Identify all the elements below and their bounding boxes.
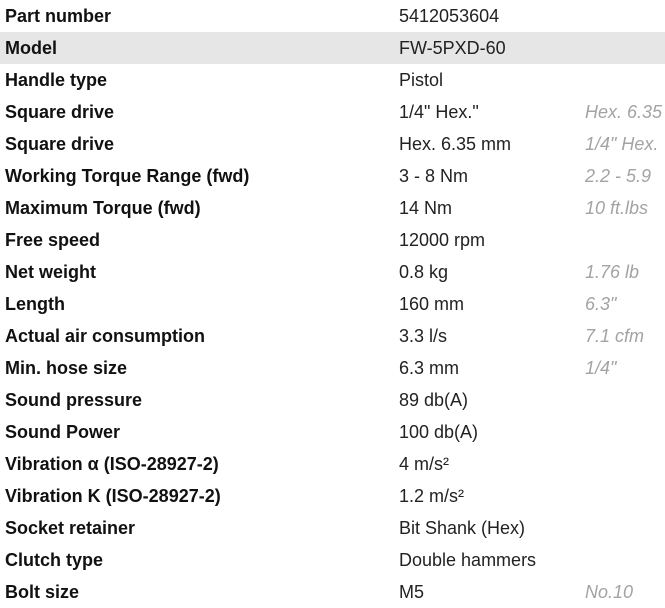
spec-label: Square drive: [5, 134, 115, 154]
spec-row-clutch-type: [0, 544, 665, 576]
spec-value: 6.3 mm: [399, 358, 460, 378]
spec-row-square-drive: [0, 96, 665, 128]
spec-value: 89 db(A): [399, 390, 469, 410]
spec-row-bolt-size: [0, 576, 665, 608]
spec-value: 4 m/s²: [399, 454, 450, 474]
spec-value: 160 mm: [399, 294, 465, 314]
spec-label: Actual air consumption: [5, 326, 206, 346]
spec-value: Bit Shank (Hex): [399, 518, 526, 538]
spec-alt-value: [585, 512, 665, 544]
spec-alt-value: No.10: [585, 582, 634, 602]
spec-row-square-drive-metric: [0, 128, 665, 160]
spec-value: 1/4" Hex.": [399, 102, 479, 122]
spec-label: Bolt size: [5, 582, 80, 602]
spec-label: Working Torque Range (fwd): [5, 166, 250, 186]
spec-value: 1.2 m/s²: [399, 486, 465, 506]
spec-alt-value: 2.2 - 5.9: [585, 166, 652, 186]
spec-value: FW-5PXD-60: [399, 38, 506, 58]
spec-label: Socket retainer: [5, 518, 136, 538]
spec-alt-value: [585, 480, 665, 512]
spec-value: 14 Nm: [399, 198, 453, 218]
spec-label: Handle type: [5, 70, 108, 90]
spec-row-working-torque-range: [0, 160, 665, 192]
spec-label: Sound Power: [5, 422, 121, 442]
spec-row-model: [0, 32, 665, 64]
spec-row-socket-retainer: [0, 512, 665, 544]
spec-alt-value: [585, 32, 665, 64]
spec-alt-value: 7.1 cfm: [585, 326, 645, 346]
spec-value: 12000 rpm: [399, 230, 486, 250]
spec-row-vibration-alpha: [0, 448, 665, 480]
spec-row-sound-pressure: [0, 384, 665, 416]
spec-value: M5: [399, 582, 425, 602]
spec-value: Hex. 6.35 mm: [399, 134, 512, 154]
spec-alt-value: [585, 224, 665, 256]
spec-row-air-consumption: [0, 320, 665, 352]
spec-value: 5412053604: [399, 6, 500, 26]
spec-alt-value: [585, 544, 665, 576]
spec-row-length: [0, 288, 665, 320]
spec-alt-value: [585, 64, 665, 96]
spec-label: Vibration K (ISO-28927-2): [5, 486, 221, 506]
spec-row-net-weight: [0, 256, 665, 288]
spec-label: Vibration α (ISO-28927-2): [5, 454, 219, 474]
spec-row-free-speed: [0, 224, 665, 256]
spec-value: 0.8 kg: [399, 262, 449, 282]
spec-value: 100 db(A): [399, 422, 479, 442]
spec-label: Min. hose size: [5, 358, 128, 378]
spec-label: Clutch type: [5, 550, 104, 570]
spec-row-handle-type: [0, 64, 665, 96]
spec-label: Maximum Torque (fwd): [5, 198, 201, 218]
spec-alt-value: [585, 384, 665, 416]
spec-label: Model: [5, 38, 57, 58]
spec-alt-value: [585, 0, 665, 32]
spec-value: 3.3 l/s: [399, 326, 448, 346]
spec-value: Double hammers: [399, 550, 537, 570]
spec-row-vibration-k: [0, 480, 665, 512]
spec-alt-value: 1.76 lb: [585, 262, 640, 282]
spec-label: Square drive: [5, 102, 115, 122]
spec-label: Free speed: [5, 230, 101, 250]
spec-value: Pistol: [399, 70, 444, 90]
spec-alt-value: 1/4": [585, 358, 617, 378]
spec-row-part-number: [0, 0, 665, 32]
spec-alt-value: 1/4" Hex.: [585, 134, 659, 154]
spec-alt-value: [585, 416, 665, 448]
spec-label: Part number: [5, 6, 112, 26]
spec-row-sound-power: [0, 416, 665, 448]
spec-label: Length: [5, 294, 65, 314]
spec-alt-value: [585, 448, 665, 480]
spec-value: 3 - 8 Nm: [399, 166, 469, 186]
spec-alt-value: 10 ft.lbs: [585, 198, 649, 218]
spec-label: Sound pressure: [5, 390, 143, 410]
spec-alt-value: 6.3": [585, 294, 617, 314]
spec-row-min-hose-size: [0, 352, 665, 384]
spec-alt-value: Hex. 6.35: [585, 102, 663, 122]
spec-label: Net weight: [5, 262, 97, 282]
spec-row-maximum-torque: [0, 192, 665, 224]
